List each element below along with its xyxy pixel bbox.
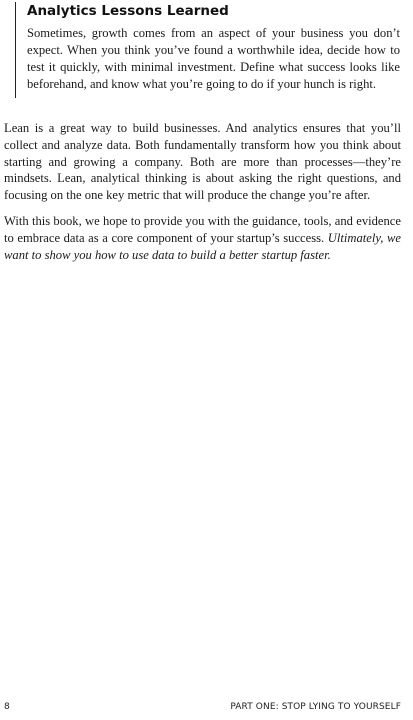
body-paragraph-2-italic-rest: we want to show you how to use data to build a better startup faster.: [4, 230, 402, 262]
sidebar-text: Sometimes, growth comes from an aspect of your business you don’t expect. When you think you’ve found a worthwhile idea, decide how to test it quickly, with minimal investment. Define what success looks like beforehand, and know what you’re going to do if your hunch is right.: [27, 26, 400, 91]
body-paragraph-2: [4, 213, 401, 263]
body-paragraph-1: Lean is a great way to build businesses. And analytics ensures that you’ll collect and analyze data. Both fundamentally transform how you think about starting and growing a company. Both are more than processes—they’re mindsets. Lean, analytical thinking is about asking the right questions, and focusing on the one key metric that will produce the change you’re after.: [4, 121, 401, 203]
body-paragraph-2-text: With this book, we hope to provide you with the guidance, tools, and evidence to embrace data as a core component of your startup’s success.: [4, 213, 401, 245]
sidebar-title: Analytics Lessons Learned: [27, 3, 229, 19]
main-text: [4, 120, 401, 272]
page-number: 8: [4, 702, 10, 712]
body-paragraph-2-italic-lead: Ultimately,: [327, 230, 388, 245]
running-head: PART ONE: STOP LYING TO YOURSELF: [230, 702, 401, 712]
sidebar-box: [15, 2, 400, 98]
